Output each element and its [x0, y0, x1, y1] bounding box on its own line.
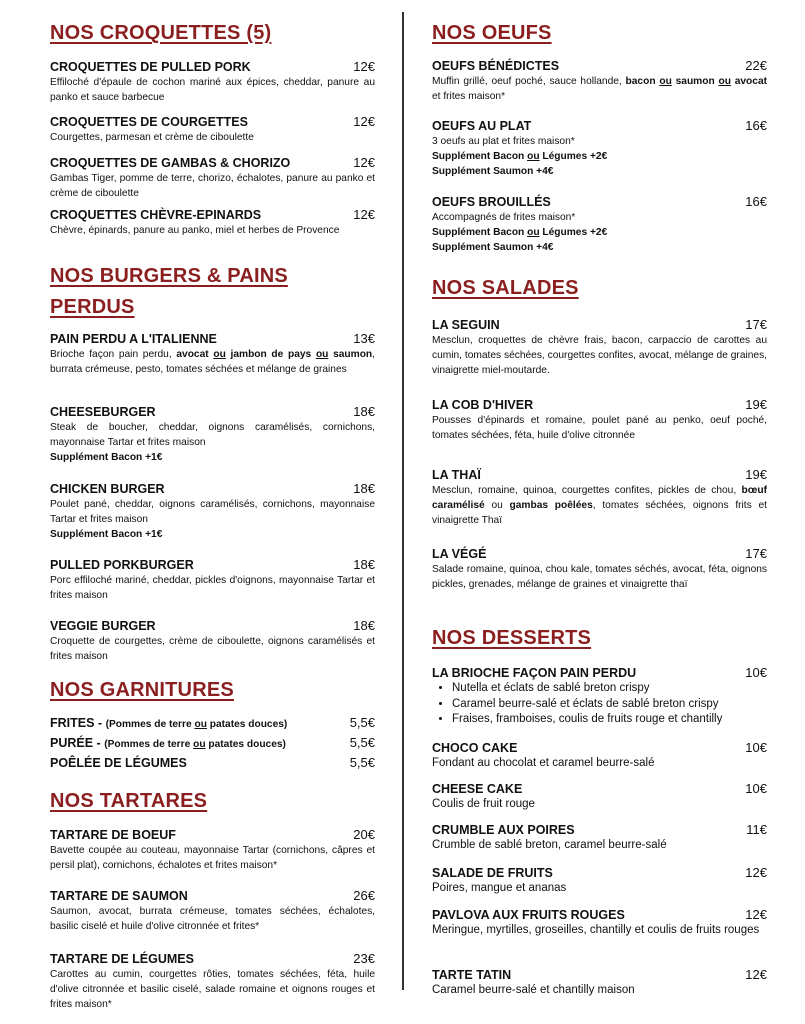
bullet-list — [432, 681, 767, 728]
garniture-list — [50, 714, 375, 772]
item-name: CROQUETTES DE PULLED PORK — [50, 60, 251, 74]
menu-item — [432, 781, 767, 813]
item-description: Porc effiloché mariné, cheddar, pickles d'oignons, mayonnaise Tartar et frites maison — [50, 575, 375, 601]
item-name: TARTARE DE BOEUF — [50, 828, 176, 842]
item-price: 5,5€ — [349, 735, 375, 750]
item-name: VEGGIE BURGER — [50, 619, 156, 633]
item-price: 20€ — [353, 827, 375, 842]
garniture-item: FRITES - (Pommes de terre ou patates douces) 5,5€ — [50, 715, 375, 730]
item-price: 10€ — [745, 665, 767, 680]
item-name: TARTARE DE LÉGUMES — [50, 952, 194, 966]
menu-item — [50, 207, 375, 238]
item-price: 26€ — [353, 888, 375, 903]
item-supplement: Supplément Saumon +4€ — [432, 166, 554, 177]
item-description: Coulis de fruit rouge — [432, 798, 535, 810]
list-item: • Fraises, framboises, coulis de fruits rouge et chantilly — [452, 712, 767, 728]
item-description: Fondant au chocolat et caramel beurre-salé — [432, 757, 655, 769]
item-price: 18€ — [353, 404, 375, 419]
item-price: 12€ — [353, 59, 375, 74]
menu-item — [50, 557, 375, 603]
section-title-burgers-line1: NOS BURGERS & PAINS — [50, 265, 288, 287]
item-description: Effiloché d'épaule de cochon mariné aux épices, cheddar, panure au panko et sauce barbecue — [50, 77, 375, 103]
menu-item — [50, 331, 375, 377]
section-title-garnitures: NOS GARNITURES — [50, 679, 234, 701]
section-title-tartares: NOS TARTARES — [50, 790, 208, 812]
item-name: PAIN PERDU A L'ITALIENNE — [50, 332, 217, 346]
item-price: 23€ — [353, 951, 375, 966]
item-price: 10€ — [745, 781, 767, 796]
item-name: LA COB D'HIVER — [432, 398, 534, 412]
item-price: 18€ — [353, 557, 375, 572]
section-title-salades: NOS SALADES — [432, 277, 579, 299]
menu-item — [50, 888, 375, 934]
item-price: 19€ — [745, 467, 767, 482]
item-name: PAVLOVA AUX FRUITS ROUGES — [432, 908, 625, 922]
item-description: Bavette coupée au couteau, mayonnaise Tartar (cornichons, câpres et persil plat), cornichons, échalotes et frites maison* — [50, 845, 375, 871]
menu-item — [50, 155, 375, 201]
menu-item — [432, 317, 767, 378]
menu-item — [50, 951, 375, 1012]
menu-item — [432, 822, 767, 854]
item-name: LA VÉGÉ — [432, 547, 487, 561]
menu-item — [432, 467, 767, 528]
item-name: SALADE DE FRUITS — [432, 866, 553, 880]
item-description: Gambas Tiger, pomme de terre, chorizo, échalotes, panure au panko et crème de ciboulette — [50, 173, 375, 199]
item-supplement: Supplément Saumon +4€ — [432, 242, 554, 253]
section-title-croquettes: NOS CROQUETTES (5) — [50, 22, 272, 44]
item-description: Croquette de courgettes, crème de ciboulette, oignons caramélisés et frites maison — [50, 636, 375, 662]
item-price: 16€ — [745, 118, 767, 133]
item-name: TARTE TATIN — [432, 968, 512, 982]
menu-item — [432, 865, 767, 897]
menu-item — [50, 404, 375, 465]
item-price: 12€ — [353, 207, 375, 222]
item-price: 12€ — [745, 907, 767, 922]
item-price: 19€ — [745, 397, 767, 412]
menu-item — [432, 118, 767, 179]
item-name: LA SEGUIN — [432, 318, 500, 332]
item-supplement: Supplément Bacon ou Légumes +2€ — [432, 151, 608, 162]
item-price: 12€ — [745, 865, 767, 880]
item-price: 18€ — [353, 481, 375, 496]
item-description: Pousses d'épinards et romaine, poulet pané au penko, oeuf poché, tomates séchées, féta, huile d'olive citronnée — [432, 415, 767, 441]
item-name: LA THAÏ — [432, 468, 481, 482]
item-description: Muffin grillé, oeuf poché, sauce hollande, bacon ou saumon ou avocat et frites maison* — [432, 76, 767, 102]
menu-item — [50, 618, 375, 664]
item-price: 12€ — [353, 114, 375, 129]
item-name: LA BRIOCHE FAÇON PAIN PERDU — [432, 666, 637, 680]
item-supplement: Supplément Bacon ou Légumes +2€ — [432, 227, 608, 238]
item-description: Meringue, myrtilles, groseilles, chantilly et coulis de fruits rouges — [432, 924, 760, 936]
section-title-desserts: NOS DESSERTS — [432, 627, 592, 649]
garniture-item: PURÉE - (Pommes de terre ou patates douces) 5,5€ — [50, 735, 375, 750]
menu-item — [50, 827, 375, 873]
menu-item — [432, 907, 767, 939]
item-price: 17€ — [745, 546, 767, 561]
item-price: 16€ — [745, 194, 767, 209]
menu-item — [432, 665, 767, 728]
item-description: 3 oeufs au plat et frites maison* — [432, 136, 575, 147]
item-name: CROQUETTES DE GAMBAS & CHORIZO — [50, 156, 291, 170]
item-description: Steak de boucher, cheddar, oignons caramélisés, cornichons, mayonnaise Tartar et frites maison — [50, 422, 375, 448]
list-item: • Caramel beurre-salé et éclats de sablé breton crispy — [452, 697, 767, 713]
menu-item — [50, 114, 375, 145]
item-price: 22€ — [745, 58, 767, 73]
item-price: 13€ — [353, 331, 375, 346]
menu-item — [432, 967, 767, 999]
item-supplement: Supplément Bacon +1€ — [50, 529, 163, 540]
item-description: Brioche façon pain perdu, avocat ou jambon de pays ou saumon, burrata crémeuse, pesto, tomates séchées et mélange de graines — [50, 349, 375, 375]
garniture-item: POÊLÉE DE LÉGUMES 5,5€ — [50, 755, 375, 770]
menu-item — [50, 481, 375, 542]
column-divider — [402, 12, 404, 990]
item-description: Poulet pané, cheddar, oignons caramélisés, cornichons, mayonnaise Tartar et frites maison — [50, 499, 375, 525]
item-description: Chèvre, épinards, panure au panko, miel et herbes de Provence — [50, 225, 340, 236]
item-price: 18€ — [353, 618, 375, 633]
item-name: CRUMBLE AUX POIRES — [432, 823, 575, 837]
item-name: CROQUETTES DE COURGETTES — [50, 115, 248, 129]
item-description: Crumble de sablé breton, caramel beurre-salé — [432, 839, 667, 851]
item-description: Salade romaine, quinoa, chou kale, tomates séchés, avocat, féta, oignons pickles, grenades, mélange de graines et vinaigrette thaï — [432, 564, 767, 590]
item-description: Poires, mangue et ananas — [432, 882, 567, 894]
item-name: OEUFS AU PLAT — [432, 119, 532, 133]
menu-item — [432, 194, 767, 255]
item-price: 17€ — [745, 317, 767, 332]
menu-item — [432, 58, 767, 104]
item-name: CHICKEN BURGER — [50, 482, 165, 496]
item-price: 10€ — [745, 740, 767, 755]
item-name: TARTARE DE SAUMON — [50, 889, 188, 903]
section-title-oeufs: NOS OEUFS — [432, 22, 552, 44]
menu-item — [50, 59, 375, 105]
item-description: Mesclun, croquettes de chèvre frais, bacon, carpaccio de carottes au cumin, tomates séchées, courgettes confites, avocat, mélange de graines, vinaigrette miel-moutarde. — [432, 335, 767, 376]
item-name: OEUFS BÉNÉDICTES — [432, 59, 560, 73]
menu-item — [432, 397, 767, 443]
item-name: PULLED PORKBURGER — [50, 558, 194, 572]
item-name: CROQUETTES CHÈVRE-EPINARDS — [50, 208, 262, 222]
item-name: CHEESE CAKE — [432, 782, 523, 796]
item-name: CHEESEBURGER — [50, 405, 156, 419]
item-price: 12€ — [745, 967, 767, 982]
list-item: • Nutella et éclats de sablé breton crispy — [452, 681, 767, 697]
menu-item — [432, 546, 767, 592]
item-price: 5,5€ — [349, 755, 375, 770]
item-name: CHOCO CAKE — [432, 741, 518, 755]
item-supplement: Supplément Bacon +1€ — [50, 452, 163, 463]
item-price: 12€ — [353, 155, 375, 170]
item-description: Saumon, avocat, burrata crémeuse, tomates séchées, échalotes, basilic ciselé et huile d'olive citronnée et frites* — [50, 906, 375, 932]
item-price: 5,5€ — [349, 715, 375, 730]
item-description: Carottes au cumin, courgettes rôties, tomates séchées, féta, huile d'olive citronnée et basilic ciselé, salade romaine et oignons rouges et frites maison* — [50, 969, 375, 1010]
item-description: Caramel beurre-salé et chantilly maison — [432, 984, 635, 996]
menu-item — [432, 740, 767, 772]
section-title-burgers-line2: PERDUS — [50, 296, 135, 318]
item-description: Courgettes, parmesan et crème de ciboulette — [50, 132, 254, 143]
item-name: OEUFS BROUILLÉS — [432, 195, 551, 209]
item-description: Accompagnés de frites maison* — [432, 212, 576, 223]
item-description: Mesclun, romaine, quinoa, courgettes confites, pickles de chou, bœuf caramélisé ou gambas poêlées, tomates séchées, oignons frits et vinaigrette Thaï — [432, 485, 767, 526]
item-price: 11€ — [746, 822, 767, 837]
